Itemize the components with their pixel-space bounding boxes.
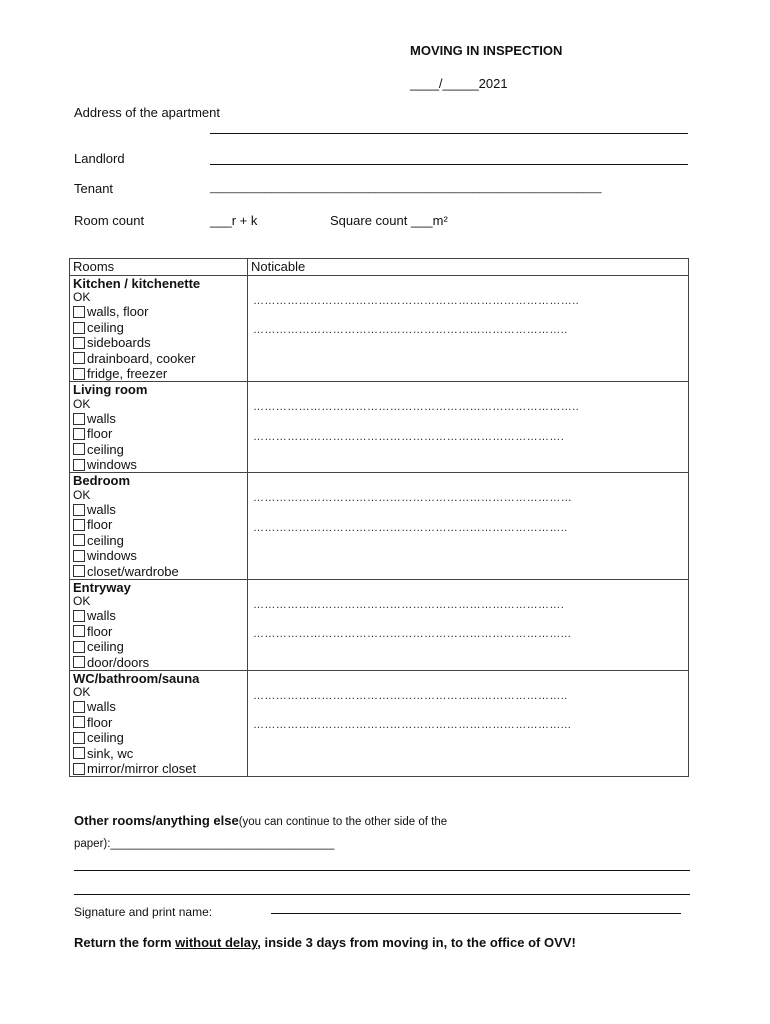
checkbox[interactable] bbox=[73, 413, 85, 425]
return-instruction bbox=[74, 935, 576, 950]
checklist-item bbox=[73, 533, 244, 548]
ok-label: OK bbox=[73, 594, 91, 609]
room-name: Bedroom bbox=[73, 473, 131, 489]
address-label: Address of the apartment bbox=[74, 105, 220, 120]
checkbox[interactable] bbox=[73, 306, 85, 318]
checkbox[interactable] bbox=[73, 352, 85, 364]
other-rooms-label bbox=[74, 813, 447, 828]
ok-label: OK bbox=[73, 487, 91, 502]
room-cell bbox=[70, 382, 248, 473]
room-count-label: Room count bbox=[74, 213, 145, 228]
checklist-item-label: floor bbox=[87, 517, 113, 533]
checklist-item-label: walls bbox=[87, 501, 116, 517]
noticable-dotted-line[interactable]: ………………………………………………………………………. bbox=[253, 598, 565, 611]
table-row bbox=[70, 382, 689, 473]
other-rooms-note: (you can continue to the other side of the bbox=[238, 816, 448, 828]
landlord-label: Landlord bbox=[74, 151, 125, 166]
checklist-item bbox=[73, 351, 244, 366]
inspection-table bbox=[69, 258, 689, 777]
other-rooms-line[interactable]: paper):___________________________________ bbox=[74, 838, 335, 850]
checklist-item-label: ceiling bbox=[87, 730, 124, 746]
checkbox[interactable] bbox=[73, 428, 85, 440]
room-cell bbox=[70, 276, 248, 382]
checklist-item bbox=[73, 502, 244, 517]
checkbox[interactable] bbox=[73, 565, 85, 577]
checkbox[interactable] bbox=[73, 763, 85, 775]
checklist-item-label: fridge, freezer bbox=[87, 366, 168, 382]
checkbox[interactable] bbox=[73, 656, 85, 668]
rooms-column-header: Rooms bbox=[70, 259, 248, 276]
ok-label: OK bbox=[73, 685, 91, 700]
checklist-item bbox=[73, 457, 244, 472]
checkbox[interactable] bbox=[73, 337, 85, 349]
checkbox[interactable] bbox=[73, 322, 85, 334]
checkbox[interactable] bbox=[73, 732, 85, 744]
table-header bbox=[70, 259, 689, 276]
checklist-item bbox=[73, 608, 244, 623]
ok-label: OK bbox=[73, 396, 91, 411]
checklist-item-label: windows bbox=[87, 548, 137, 564]
noticable-dotted-line[interactable]: ……………………………………………………………………….. bbox=[253, 689, 568, 702]
room-cell bbox=[70, 579, 248, 670]
room-name: Kitchen / kitchenette bbox=[73, 276, 201, 291]
noticable-cell[interactable] bbox=[248, 670, 689, 776]
room-name: Living room bbox=[73, 382, 148, 398]
checklist-item bbox=[73, 761, 244, 776]
checkbox[interactable] bbox=[73, 550, 85, 562]
checkbox[interactable] bbox=[73, 368, 85, 380]
tenant-line[interactable]: ________________________________________________________________ bbox=[210, 182, 602, 194]
checklist-item bbox=[73, 517, 244, 532]
checkbox[interactable] bbox=[73, 459, 85, 471]
checkbox[interactable] bbox=[73, 716, 85, 728]
checkbox[interactable] bbox=[73, 504, 85, 516]
ok-label: OK bbox=[73, 290, 91, 305]
room-count-field[interactable]: ___r + k bbox=[210, 213, 258, 228]
return-part-2: , inside 3 days from moving in, to the office of OVV! bbox=[257, 935, 576, 950]
room-name: Entryway bbox=[73, 579, 131, 595]
checklist-item bbox=[73, 730, 244, 745]
checkbox[interactable] bbox=[73, 641, 85, 653]
checklist-item-label: walls bbox=[87, 608, 116, 624]
square-count-field[interactable]: Square count ___m² bbox=[330, 213, 448, 228]
landlord-line[interactable] bbox=[210, 164, 688, 165]
checklist-item-label: sideboards bbox=[87, 335, 151, 351]
checklist-item-label: floor bbox=[87, 623, 113, 639]
checklist-item bbox=[73, 548, 244, 563]
checklist-item-label: windows bbox=[87, 457, 137, 473]
checklist-item bbox=[73, 442, 244, 457]
checklist-item-label: mirror/mirror closet bbox=[87, 760, 197, 776]
checklist-item-label: closet/wardrobe bbox=[87, 563, 179, 579]
checklist-item bbox=[73, 426, 244, 441]
signature-label: Signature and print name: bbox=[74, 905, 213, 919]
table-row bbox=[70, 276, 689, 382]
checkbox[interactable] bbox=[73, 534, 85, 546]
date-line[interactable]: ____/_____2021 bbox=[410, 76, 508, 91]
noticable-column-header: Noticable bbox=[248, 259, 689, 276]
checklist-item-label: drainboard, cooker bbox=[87, 350, 196, 366]
noticable-cell[interactable] bbox=[248, 276, 689, 382]
checklist-item-label: ceiling bbox=[87, 441, 124, 457]
checkbox[interactable] bbox=[73, 519, 85, 531]
checklist-item bbox=[73, 366, 244, 381]
checklist-item-label: door/doors bbox=[87, 654, 150, 670]
checklist-item bbox=[73, 715, 244, 730]
noticable-cell[interactable] bbox=[248, 579, 689, 670]
room-cell bbox=[70, 670, 248, 776]
noticable-dotted-line[interactable]: ……………………………………………………………………….. bbox=[253, 324, 568, 337]
checkbox[interactable] bbox=[73, 443, 85, 455]
checklist-item bbox=[73, 655, 244, 670]
checkbox[interactable] bbox=[73, 625, 85, 637]
checklist-item-label: floor bbox=[87, 714, 113, 730]
checkbox[interactable] bbox=[73, 747, 85, 759]
checklist-item-label: ceiling bbox=[87, 532, 124, 548]
checklist-item bbox=[73, 699, 244, 714]
address-line[interactable] bbox=[210, 133, 688, 134]
other-rooms-bold: Other rooms/anything else bbox=[74, 813, 239, 828]
noticable-dotted-line[interactable]: ………………………………………………………………………… bbox=[253, 492, 573, 505]
noticable-dotted-line[interactable]: ………………………………………………………………………….. bbox=[253, 295, 580, 307]
table-row bbox=[70, 670, 689, 776]
other-rooms-extra-line-2[interactable] bbox=[74, 894, 690, 895]
checklist-item bbox=[73, 564, 244, 579]
return-underlined: without delay bbox=[175, 935, 258, 950]
noticable-cell[interactable] bbox=[248, 473, 689, 579]
noticable-cell[interactable] bbox=[248, 382, 689, 473]
table-row bbox=[70, 473, 689, 579]
signature-line[interactable] bbox=[271, 913, 681, 914]
checklist-item bbox=[73, 335, 244, 350]
noticable-dotted-line[interactable]: ………………………………………………………………………. bbox=[253, 430, 565, 443]
checklist-item-label: walls bbox=[87, 410, 116, 426]
return-part-1: Return the form bbox=[74, 935, 176, 950]
noticable-dotted-line[interactable]: ………………………………………………………………………….. bbox=[253, 401, 580, 414]
room-name: WC/bathroom/sauna bbox=[73, 670, 200, 686]
checklist-item-label: walls bbox=[87, 699, 116, 715]
noticable-dotted-line[interactable]: ……………………………………………………………………….. bbox=[253, 521, 568, 534]
checklist-item-label: walls, floor bbox=[87, 304, 149, 320]
page-title: MOVING IN INSPECTION bbox=[410, 43, 563, 58]
noticable-dotted-line[interactable]: ………………………………………………………………………... bbox=[253, 628, 572, 641]
room-cell bbox=[70, 473, 248, 579]
table-row bbox=[70, 579, 689, 670]
checklist-item bbox=[73, 746, 244, 761]
checklist-item-label: ceiling bbox=[87, 639, 124, 655]
checkbox[interactable] bbox=[73, 610, 85, 622]
checklist-item bbox=[73, 624, 244, 639]
checklist-item bbox=[73, 304, 244, 319]
checklist-item-label: floor bbox=[87, 426, 113, 442]
checklist-item bbox=[73, 320, 244, 335]
checklist-item-label: ceiling bbox=[87, 319, 124, 335]
other-rooms-extra-line-1[interactable] bbox=[74, 870, 690, 871]
noticable-dotted-line[interactable]: ………………………………………………………………………... bbox=[253, 719, 572, 732]
checklist-item-label: sink, wc bbox=[87, 745, 134, 761]
checklist-item bbox=[73, 411, 244, 426]
tenant-label: Tenant bbox=[74, 181, 114, 196]
checklist-item bbox=[73, 639, 244, 654]
checkbox[interactable] bbox=[73, 701, 85, 713]
